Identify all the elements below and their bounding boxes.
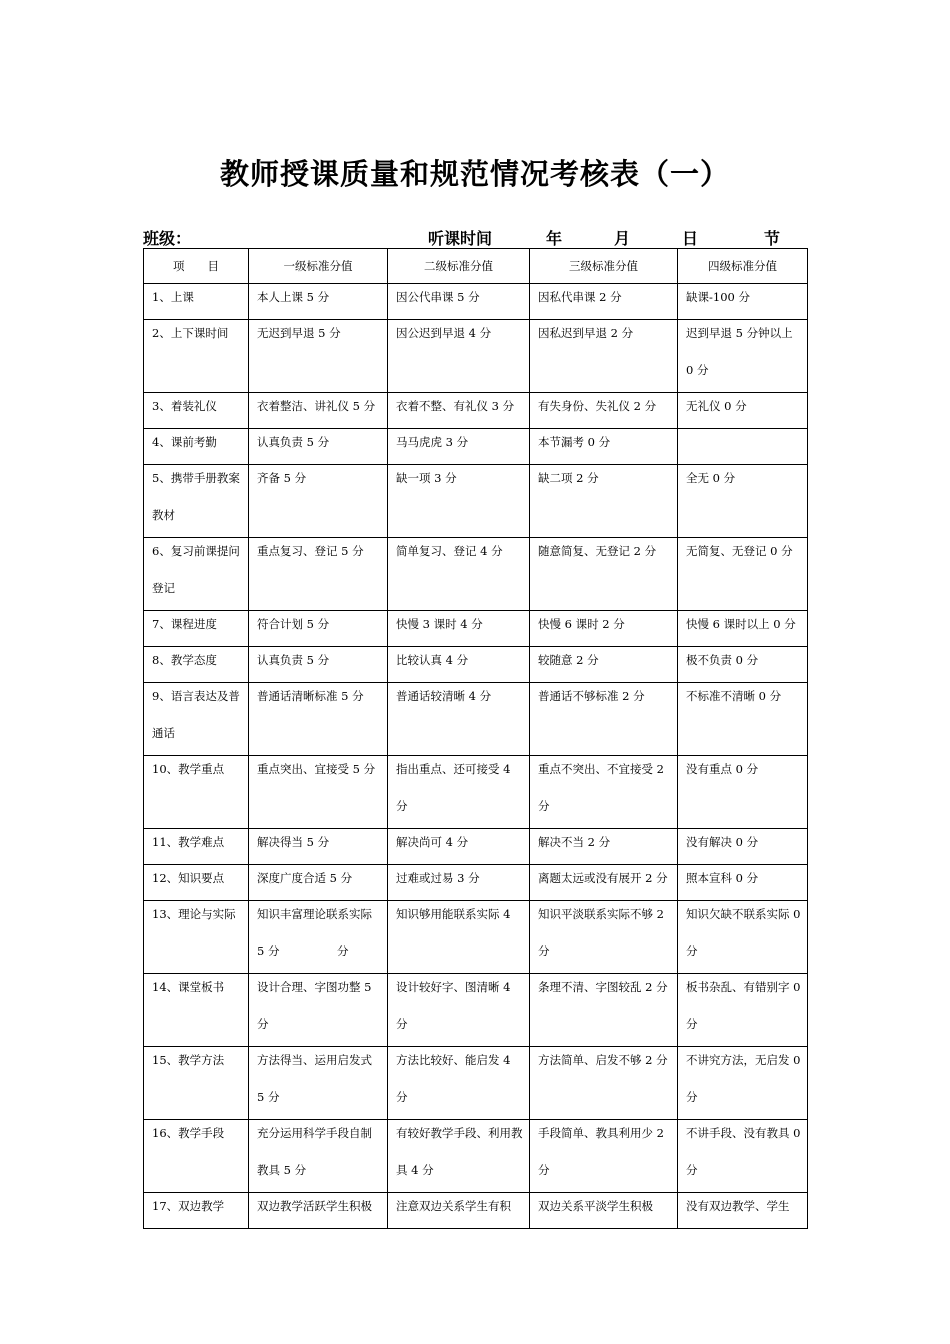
level-1-value-text: 重点突出、宜接受 5 分: [257, 762, 376, 776]
level-2-value-text: 衣着不整、有礼仪 3 分: [396, 399, 515, 413]
level-3-value: [530, 647, 678, 683]
level-4-value-text: 无礼仪 0 分: [686, 399, 747, 413]
level-2-value: [388, 393, 530, 429]
level-4-value: [678, 1120, 808, 1193]
level-3-value-text: 解决不当 2 分: [538, 835, 611, 849]
level-3-value-text: 离题太远或没有展开 2 分: [538, 871, 668, 885]
level-4-value: [678, 829, 808, 865]
level-1-value: [249, 1193, 388, 1229]
row-item-text: 17、双边教学: [152, 1199, 225, 1213]
row-item: [144, 901, 249, 974]
table-row: [144, 393, 808, 429]
level-1-value-text: 本人上课 5 分: [257, 290, 330, 304]
level-2-value: [388, 429, 530, 465]
level-2-value: [388, 1120, 530, 1193]
level-1-value-text: 解决得当 5 分: [257, 835, 330, 849]
level-1-value: [249, 974, 388, 1047]
level-4-value: [678, 320, 808, 393]
level-2-value-text: 快慢 3 课时 4 分: [396, 617, 483, 631]
level-4-value-text: 没有解决 0 分: [686, 835, 759, 849]
level-3-value-text: 双边关系平淡学生积极: [538, 1199, 653, 1213]
level-4-value-text: 极不负责 0 分: [686, 653, 759, 667]
level-2-value: [388, 756, 530, 829]
row-item: [144, 974, 249, 1047]
level-2-value: [388, 611, 530, 647]
level-4-value-text: 缺课-100 分: [686, 290, 750, 304]
level-1-value: [249, 683, 388, 756]
month-label: 月: [614, 229, 631, 248]
level-4-value: [678, 756, 808, 829]
level-1-value-text: 重点复习、登记 5 分: [257, 544, 364, 558]
level-3-value: [530, 683, 678, 756]
level-1-value: [249, 901, 388, 974]
level-4-value: [678, 429, 808, 465]
day-label: 日: [682, 229, 699, 248]
row-item-text: 8、教学态度: [152, 653, 217, 667]
level-1-value: [249, 393, 388, 429]
level-1-value-text: 无迟到早退 5 分: [257, 326, 341, 340]
level-2-value: [388, 974, 530, 1047]
level-4-value: [678, 1047, 808, 1120]
level-4-value-text: 快慢 6 课时以上 0 分: [686, 617, 796, 631]
level-4-value-text: 不讲究方法，无启发 0 分: [686, 1053, 801, 1104]
level-4-value: [678, 901, 808, 974]
table-header-row: [144, 249, 808, 284]
level-2-value-text: 简单复习、登记 4 分: [396, 544, 503, 558]
table-row: [144, 974, 808, 1047]
level-3-value-text: 随意简复、无登记 2 分: [538, 544, 657, 558]
level-3-value-text: 条理不清、字图较乱 2 分: [538, 980, 668, 994]
row-item: [144, 1047, 249, 1120]
level-2-value: [388, 1047, 530, 1120]
level-1-value-text: 认真负责 5 分: [257, 653, 330, 667]
level-2-value: [388, 320, 530, 393]
level-1-value: [249, 429, 388, 465]
level-2-value: [388, 284, 530, 320]
level-4-value: [678, 538, 808, 611]
level-2-value-text: 方法比较好、能启发 4 分: [396, 1053, 511, 1104]
row-item-text: 4、课前考勤: [152, 435, 217, 449]
row-item-text: 3、着装礼仪: [152, 399, 217, 413]
row-item: [144, 647, 249, 683]
table-row: [144, 1120, 808, 1193]
level-1-value: [249, 647, 388, 683]
row-item-text: 15、教学方法: [152, 1053, 225, 1067]
table-row: [144, 611, 808, 647]
period-label: 节: [764, 229, 781, 248]
row-item: [144, 1193, 249, 1229]
level-1-value-text: 设计合理、字图功整 5 分: [257, 980, 372, 1031]
table-row: [144, 1047, 808, 1120]
row-item: [144, 683, 249, 756]
level-1-value-text: 充分运用科学手段自制教具 5 分: [257, 1126, 372, 1177]
assessment-table: [143, 248, 808, 1229]
level-4-value: [678, 683, 808, 756]
row-item-text: 11、教学难点: [152, 835, 225, 849]
level-1-value-text: 深度广度合适 5 分: [257, 871, 353, 885]
header-level-2: 二级标准分值: [388, 249, 530, 284]
header-item: 项 目: [144, 249, 249, 284]
row-item-text: 5、携带手册教案教材: [152, 471, 240, 522]
level-4-value: [678, 393, 808, 429]
row-item: [144, 320, 249, 393]
level-2-value-text: 知识够用能联系实际 4: [396, 907, 511, 921]
level-3-value-text: 因私迟到早退 2 分: [538, 326, 634, 340]
level-2-value-text: 过难或过易 3 分: [396, 871, 480, 885]
level-1-value-text: 知识丰富理论联系实际 5 分 分: [257, 907, 372, 958]
row-item: [144, 756, 249, 829]
level-1-value: [249, 1047, 388, 1120]
level-3-value-text: 较随意 2 分: [538, 653, 599, 667]
row-item: [144, 1120, 249, 1193]
level-1-value: [249, 756, 388, 829]
row-item: [144, 865, 249, 901]
level-4-value-text: 照本宣科 0 分: [686, 871, 759, 885]
level-2-value: [388, 1193, 530, 1229]
level-1-value: [249, 465, 388, 538]
table-row: [144, 538, 808, 611]
level-3-value-text: 本节漏考 0 分: [538, 435, 611, 449]
level-2-value: [388, 538, 530, 611]
level-1-value-text: 双边教学活跃学生积极: [257, 1199, 372, 1213]
level-2-value: [388, 647, 530, 683]
level-2-value-text: 比较认真 4 分: [396, 653, 469, 667]
row-item: [144, 429, 249, 465]
level-3-value-text: 方法简单、启发不够 2 分: [538, 1053, 668, 1067]
level-2-value-text: 解决尚可 4 分: [396, 835, 469, 849]
level-4-value-text: 迟到早退 5 分钟以上 0 分: [686, 326, 793, 377]
level-3-value: [530, 284, 678, 320]
level-2-value-text: 因公迟到早退 4 分: [396, 326, 492, 340]
table-row: [144, 429, 808, 465]
class-label: 班级：: [143, 229, 192, 248]
row-item-text: 6、复习前课提问登记: [152, 544, 240, 595]
header-level-1: 一级标准分值: [249, 249, 388, 284]
level-2-value-text: 普通话较清晰 4 分: [396, 689, 492, 703]
level-4-value: [678, 865, 808, 901]
level-4-value: [678, 974, 808, 1047]
lecture-time-label: 听课时间: [428, 229, 493, 248]
table-body: [144, 284, 808, 1229]
row-item-text: 10、教学重点: [152, 762, 225, 776]
row-item-text: 9、语言表达及普通话: [152, 689, 240, 740]
level-2-value: [388, 829, 530, 865]
table-row: [144, 865, 808, 901]
level-2-value-text: 有较好教学手段、利用教具 4 分: [396, 1126, 523, 1177]
level-4-value-text: 全无 0 分: [686, 471, 736, 485]
level-3-value: [530, 1047, 678, 1120]
row-item-text: 2、上下课时间: [152, 326, 229, 340]
level-2-value-text: 设计较好字、图清晰 4 分: [396, 980, 511, 1031]
level-1-value: [249, 538, 388, 611]
level-4-value: [678, 611, 808, 647]
level-4-value-text: 板书杂乱、有错别字 0 分: [686, 980, 801, 1031]
level-2-value: [388, 865, 530, 901]
level-4-value-text: 不标准不清晰 0 分: [686, 689, 782, 703]
level-3-value: [530, 465, 678, 538]
row-item: [144, 611, 249, 647]
level-3-value-text: 缺二项 2 分: [538, 471, 599, 485]
level-3-value: [530, 865, 678, 901]
row-item-text: 7、课程进度: [152, 617, 217, 631]
level-4-value-text: 无简复、无登记 0 分: [686, 544, 793, 558]
level-3-value: [530, 1120, 678, 1193]
level-2-value-text: 指出重点、还可接受 4 分: [396, 762, 511, 813]
level-3-value: [530, 538, 678, 611]
table-row: [144, 829, 808, 865]
level-2-value-text: 因公代串课 5 分: [396, 290, 480, 304]
level-3-value-text: 手段简单、教具利用少 2 分: [538, 1126, 664, 1177]
level-1-value-text: 认真负责 5 分: [257, 435, 330, 449]
level-3-value: [530, 901, 678, 974]
level-3-value: [530, 320, 678, 393]
level-2-value-text: 注意双边关系学生有积: [396, 1199, 511, 1213]
table-row: [144, 647, 808, 683]
level-3-value: [530, 611, 678, 647]
header-level-3: 三级标准分值: [530, 249, 678, 284]
table-row: [144, 901, 808, 974]
level-1-value-text: 符合计划 5 分: [257, 617, 330, 631]
level-3-value-text: 因私代串课 2 分: [538, 290, 622, 304]
level-1-value: [249, 284, 388, 320]
table-row: [144, 683, 808, 756]
page-title: 教师授课质量和规范情况考核表（一）: [219, 157, 730, 191]
level-2-value-text: 马马虎虎 3 分: [396, 435, 469, 449]
level-1-value-text: 普通话清晰标准 5 分: [257, 689, 364, 703]
level-4-value-text: 不讲手段、没有教具 0 分: [686, 1126, 801, 1177]
row-item-text: 16、教学手段: [152, 1126, 225, 1140]
table-row: [144, 320, 808, 393]
level-3-value-text: 普通话不够标准 2 分: [538, 689, 645, 703]
level-3-value-text: 快慢 6 课时 2 分: [538, 617, 625, 631]
row-item: [144, 465, 249, 538]
level-4-value-text: 没有双边教学、学生: [686, 1199, 790, 1213]
level-1-value-text: 齐备 5 分: [257, 471, 307, 485]
row-item: [144, 829, 249, 865]
level-4-value-text: 知识欠缺不联系实际 0 分: [686, 907, 801, 958]
level-1-value: [249, 865, 388, 901]
level-2-value: [388, 683, 530, 756]
level-3-value: [530, 1193, 678, 1229]
row-item-text: 12、知识要点: [152, 871, 225, 885]
level-4-value: [678, 465, 808, 538]
level-3-value: [530, 974, 678, 1047]
row-item: [144, 393, 249, 429]
row-item: [144, 538, 249, 611]
level-4-value-text: 没有重点 0 分: [686, 762, 759, 776]
level-1-value: [249, 320, 388, 393]
level-1-value-text: 方法得当、运用启发式 5 分: [257, 1053, 372, 1104]
row-item-text: 14、课堂板书: [152, 980, 225, 994]
level-1-value: [249, 1120, 388, 1193]
level-1-value-text: 衣着整洁、讲礼仪 5 分: [257, 399, 376, 413]
level-2-value: [388, 901, 530, 974]
level-2-value: [388, 465, 530, 538]
row-item-text: 13、理论与实际: [152, 907, 236, 921]
level-3-value: [530, 393, 678, 429]
table-row: [144, 284, 808, 320]
level-4-value: [678, 647, 808, 683]
level-3-value: [530, 829, 678, 865]
table-row: [144, 1193, 808, 1229]
level-3-value-text: 重点不突出、不宜接受 2 分: [538, 762, 664, 813]
level-1-value: [249, 611, 388, 647]
level-3-value-text: 有失身份、失礼仪 2 分: [538, 399, 657, 413]
row-item-text: 1、上课: [152, 290, 194, 304]
level-3-value: [530, 756, 678, 829]
level-2-value-text: 缺一项 3 分: [396, 471, 457, 485]
level-4-value: [678, 1193, 808, 1229]
table-row: [144, 756, 808, 829]
row-item: [144, 284, 249, 320]
level-3-value: [530, 429, 678, 465]
year-label: 年: [546, 229, 563, 248]
table-row: [144, 465, 808, 538]
level-1-value: [249, 829, 388, 865]
header-level-4: 四级标准分值: [678, 249, 808, 284]
level-4-value: [678, 284, 808, 320]
level-3-value-text: 知识平淡联系实际不够 2 分: [538, 907, 664, 958]
